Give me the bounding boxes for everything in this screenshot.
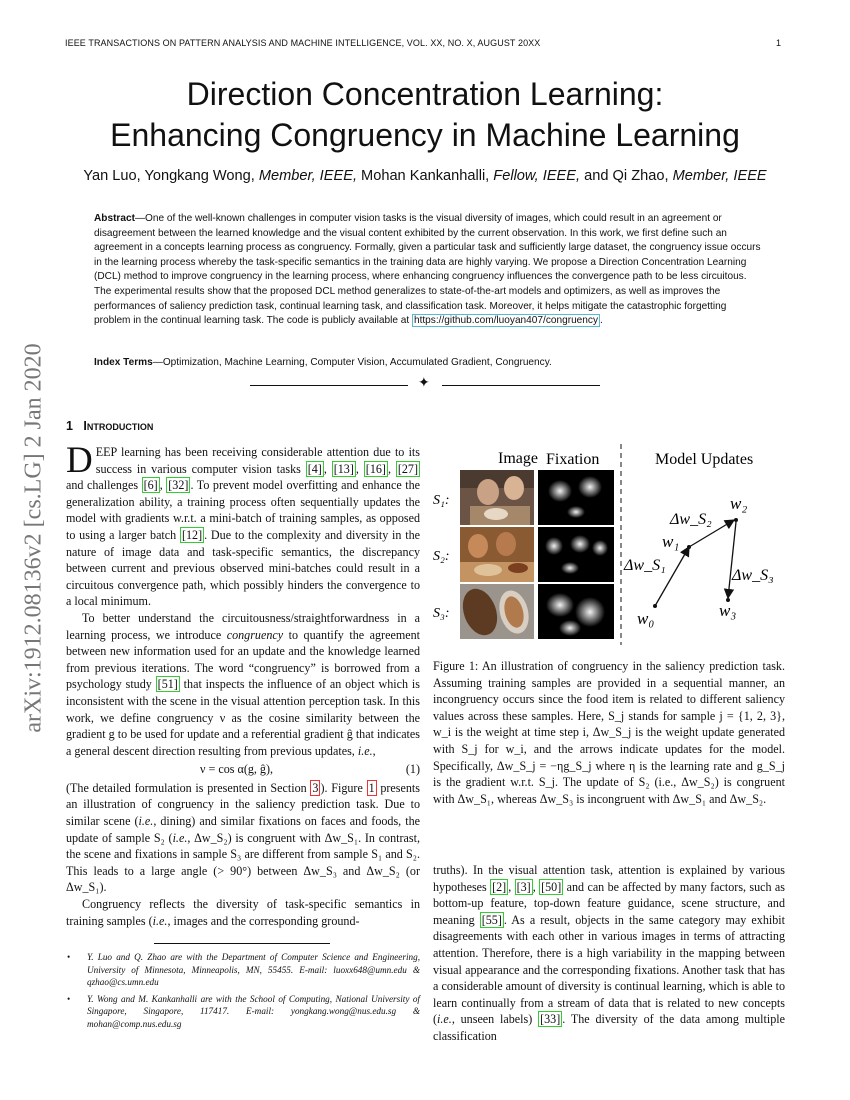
abstract-text: —One of the well-known challenges in computer vision tasks is the visual diversity of images, which could result in an agreement or disagreement between the learned knowledge and the visual content exhibited by the current observation. In this work, we first define such an agreement in a concepts learning process as congruency. Formally, given a particular task and sufficiently large dataset, the congruency issue occurs in the learning process whereby the task-specific semantics in the training data are highly varying. We propose a Direction Concentration Learning (DCL) method to improve congruency in the learning process, where enhancing congruency influences the convergence path to be less circuitous. The experimental results show that the proposed DCL method generalizes to state-of-the-art models and optimizers, as well as improves the performances of saliency prediction task, continual learning task, and classification task. Moreover, it helps mitigate the catastrophic forgetting problem in the continual learning task. The code is publicly available at bbox=[94, 213, 761, 327]
model-updates-diagram bbox=[623, 494, 774, 628]
caption-label: Figure 1: bbox=[433, 659, 482, 673]
point-w2 bbox=[734, 518, 738, 522]
text: EEP learning has been receiving considerable attention due to its success in various computer vision tasks bbox=[95, 445, 420, 476]
paper-title bbox=[0, 74, 850, 156]
citation-50[interactable]: [50] bbox=[541, 879, 562, 894]
figure-1-caption bbox=[433, 658, 785, 807]
intro-paragraph-3 bbox=[66, 780, 420, 896]
dropcap: D bbox=[66, 440, 93, 481]
divider-right bbox=[442, 385, 600, 386]
footnote-1: • Y. Luo and Q. Zhao are with the Department of Computer Science and Engineering, University of Minnesota, Minneapolis, MN, 55455. E-mail: luoxx648@umn.edu & qzhao@cs.umn.edu bbox=[66, 951, 420, 989]
label-w2: w₂ bbox=[730, 494, 748, 513]
code-link[interactable]: https://github.com/luoyan407/congruency bbox=[413, 315, 599, 327]
citation-55[interactable]: [55] bbox=[481, 912, 502, 927]
text: presents an illustration of congruency in the saliency prediction task. Due to similar scene ( bbox=[66, 780, 420, 829]
text: . As a result, objects in the same category may exhibit disagreements with each other in various images in terms of attracting attention. Therefore, there is a high variability in the mapping between visual appearance and the corresponding fixations. Another task that has a considerable amount of diversity is continual learning, which is able to learn continually from a stream of data that is related to new concepts ( bbox=[433, 912, 785, 1027]
title-line-2: Enhancing Congruency in Machine Learning bbox=[110, 117, 740, 153]
title-line-1: Direction Concentration Learning: bbox=[186, 76, 664, 112]
citation-3[interactable]: [3] bbox=[516, 879, 531, 894]
index-terms-text: —Optimization, Machine Learning, Computer Vision, Accumulated Gradient, Congruency. bbox=[152, 357, 552, 368]
col-fixation-label: Fixation bbox=[546, 451, 600, 468]
text: truths). In the visual attention task, attention is explained by various hypotheses bbox=[433, 863, 785, 894]
text: (The detailed formulation is presented in Section bbox=[66, 780, 311, 795]
emphasis: i.e. bbox=[152, 913, 168, 928]
col-updates-label: Model Updates bbox=[655, 451, 754, 468]
point-w1 bbox=[687, 545, 691, 549]
intro-body bbox=[66, 440, 421, 929]
arxiv-id: arXiv:1912.08136v2 [cs.LG] 2 Jan 2020 bbox=[20, 343, 47, 733]
photo-s2 bbox=[460, 527, 534, 582]
citation-51[interactable]: [51] bbox=[157, 677, 178, 692]
equation-text: ν = cos α(g, ĝ), bbox=[200, 762, 274, 777]
arxiv-watermark bbox=[10, 306, 58, 770]
equation-1 bbox=[66, 759, 420, 780]
emphasis: i.e. bbox=[138, 814, 154, 829]
citation-16[interactable]: [16] bbox=[365, 461, 386, 476]
arrow-dws1 bbox=[655, 547, 689, 606]
footnote-2: • Y. Wong and M. Kankanhalli are with the School of Computing, National University of Singapore, Singapore, 117417. E-mail: yongkang.wong@nus.edu.sg & mohan@comp.nus.edu.sg bbox=[66, 993, 420, 1031]
fixation-map-s1 bbox=[538, 470, 614, 525]
text: . Due to the complexity and diversity in the nature of image data and task-specific semantics, the discrepancy between current and previous observed mini-batches could result in a circuitous convergence path, which possibly hinders the convergence to a local minimum. bbox=[66, 527, 420, 609]
emphasis: congruency bbox=[226, 627, 284, 642]
section-heading bbox=[66, 419, 153, 433]
equation-number: (1) bbox=[405, 762, 420, 777]
citation-4[interactable]: [4] bbox=[307, 461, 322, 476]
abstract-label: Abstract bbox=[94, 213, 135, 224]
emphasis: i.e. bbox=[437, 1012, 452, 1027]
abstract-end: . bbox=[600, 315, 603, 327]
intro-paragraph-2 bbox=[66, 610, 420, 759]
author-list bbox=[0, 168, 850, 184]
figure-1 bbox=[430, 440, 785, 655]
text: , Δw_S₂) is congruent with Δw_S₁. In contrast, the scene and fixations in sample S₃ are different from sample S₁ and S₂. This leads to a large angle (> 90°) between Δw_S₃ and Δw_S₂ (or Δw_S₁). bbox=[66, 830, 420, 895]
arrow-dws3 bbox=[728, 522, 736, 598]
emphasis: i.e. bbox=[357, 743, 373, 758]
author-3: and Qi Zhao, bbox=[580, 168, 673, 184]
text: and challenges bbox=[66, 478, 142, 493]
page-number: 1 bbox=[776, 38, 782, 48]
point-w0 bbox=[653, 604, 657, 608]
index-terms-label: Index Terms bbox=[94, 357, 153, 368]
section-title: Introduction bbox=[83, 419, 154, 433]
citation-32[interactable]: [32] bbox=[168, 478, 189, 493]
fixation-map-s2 bbox=[538, 527, 614, 582]
text: . To prevent model overfitting and enhance the generalization ability, a training process often sequentially updates the model with gradients w.r.t. a mini-batch of training samples, as opposed to using a larger batch bbox=[66, 478, 421, 542]
footnote-rule bbox=[154, 943, 330, 944]
citation-2[interactable]: [2] bbox=[492, 879, 507, 894]
caption-text: An illustration of congruency in the saliency prediction task. Assuming training samples are provided in a sequential manner, an incongruency occurs since the food item is related to different saliency values across these samples. Here, S_j stands for sample j = {1, 2, 3}, w_i is the weight at time step i, Δw_S_j is the weight update generated with S_j for w_i, and the arrows indicate updates for the model. Specifically, Δw_S_j = −ηg_S_j where η is the learning rate and g_S_j is the gradient w.r.t. S_j. The update of S₂ (i.e., Δw_S₂) is congruent with Δw_S₁, whereas Δw_S₃ is incongruent with Δw_S₁ and Δw_S₂. bbox=[433, 659, 785, 806]
text: ). Figure bbox=[320, 780, 367, 795]
row-s3-label: S₃: bbox=[433, 606, 450, 621]
citation-6[interactable]: [6] bbox=[143, 478, 158, 493]
text: . The diversity of the data among multiple classification bbox=[433, 1012, 786, 1043]
section-ref-3[interactable]: 3 bbox=[312, 780, 319, 795]
text: , images and the corresponding ground- bbox=[167, 913, 360, 928]
text: to quantify the agreement between new information used for an update and the knowledge learned from previous iterations. The word “congruency” is borrowed from a psychology study bbox=[66, 627, 420, 692]
index-terms bbox=[94, 357, 762, 368]
author-3-role: Member, IEEE bbox=[672, 168, 767, 184]
citation-13[interactable]: [13] bbox=[333, 461, 354, 476]
author-1-role: Member, IEEE, bbox=[258, 168, 357, 184]
text: Congruency reflects the diversity of task-specific semantics in training samples ( bbox=[66, 897, 420, 928]
label-w1: w₁ bbox=[662, 532, 680, 551]
intro-paragraph-4 bbox=[66, 896, 420, 929]
author-1: Yan Luo, Yongkang Wong, bbox=[83, 168, 259, 184]
abstract bbox=[94, 212, 762, 329]
right-column-body: truths). In the visual attention task, attention is explained by various hypotheses [2] , [3] , [50] and can be affected by many factors, such as bottom-up feature, top-down feature guidance, scene structure, and meaning [55] . As a result, objects in the same category may exhibit disagreements with each other in various images in terms of attracting attention. Therefore, there is a high variability in the mapping between visual appearance and the corresponding fixations. Another task that has a considerable amount of diversity is continual learning, which is able to learn continually from a stream of data that is related to new concepts (i.e., unseen labels) [33] . The diversity of the data among multiple classification bbox=[433, 863, 786, 1043]
row-s1-label: S₁: bbox=[433, 493, 450, 508]
text: , unseen labels) bbox=[451, 1012, 539, 1027]
intro-paragraph-1: DEEP learning has been receiving considerable attention due to its success in various computer vision tasks [4] , [13] , [16] , [27] and challenges [6] , [32] . To prevent model overfitting and enhance the generalization ability, a training process often sequentially updates the model with gradients w.r.t. a mini-batch of training samples, as opposed to using a larger batch [12] . Due to the complexity and diversity in the nature of image data and task-specific semantics, the discrepancy between current and previous observed mini-batches could result in a circuitous convergence path, which possibly hinders the convergence to a local minimum. bbox=[66, 440, 421, 609]
citation-12[interactable]: [12] bbox=[181, 527, 203, 542]
photo-s3 bbox=[457, 584, 534, 640]
col-image-label: Image bbox=[498, 450, 538, 467]
label-dws2: Δw_S₂ bbox=[670, 511, 712, 528]
author-2-role: Fellow, IEEE, bbox=[493, 168, 581, 184]
photo-s1 bbox=[460, 470, 534, 525]
row-s2-label: S₂: bbox=[433, 549, 450, 564]
footnotes bbox=[66, 951, 420, 1035]
author-2: Mohan Kankanhalli, bbox=[357, 168, 494, 184]
label-dws3: Δw_S₃ bbox=[732, 567, 774, 584]
text: To better understand the circuitousness/straightforwardness in a learning process, we introduce bbox=[66, 610, 420, 642]
section-number: 1 bbox=[66, 419, 73, 433]
divider-star-icon: ✦ bbox=[418, 376, 430, 391]
text: that inspects the influence of an object which is inconsistent with the scene in the visual attention perception task. In this work, we define congruency ν as the cosine similarity between the gradient g to be used for update and a referential gradient ĝ that indicates a general descent direction resulting from previous updates, bbox=[66, 677, 420, 758]
label-w3: w₃ bbox=[719, 601, 737, 620]
text: , bbox=[372, 743, 376, 758]
citation-27[interactable]: [27] bbox=[397, 461, 419, 476]
running-header: IEEE TRANSACTIONS ON PATTERN ANALYSIS AND MACHINE INTELLIGENCE, VOL. XX, NO. X, AUGUST 20XX bbox=[65, 38, 541, 48]
citation-33[interactable]: [33] bbox=[540, 1012, 561, 1027]
fixation-map-s3 bbox=[538, 584, 614, 639]
figure-ref-1[interactable]: 1 bbox=[368, 780, 375, 795]
text: , dining) and similar fixations on faces and foods, the update of sample S₂ ( bbox=[66, 814, 420, 845]
text: and can be affected by many factors, such as bottom-up feature, top-down feature guidance, scene structure, and meaning bbox=[433, 879, 786, 927]
label-w0: w₀ bbox=[637, 609, 655, 628]
emphasis: i.e. bbox=[172, 830, 188, 845]
divider-left bbox=[250, 385, 408, 386]
label-dws1: Δw_S₁ bbox=[624, 557, 666, 574]
